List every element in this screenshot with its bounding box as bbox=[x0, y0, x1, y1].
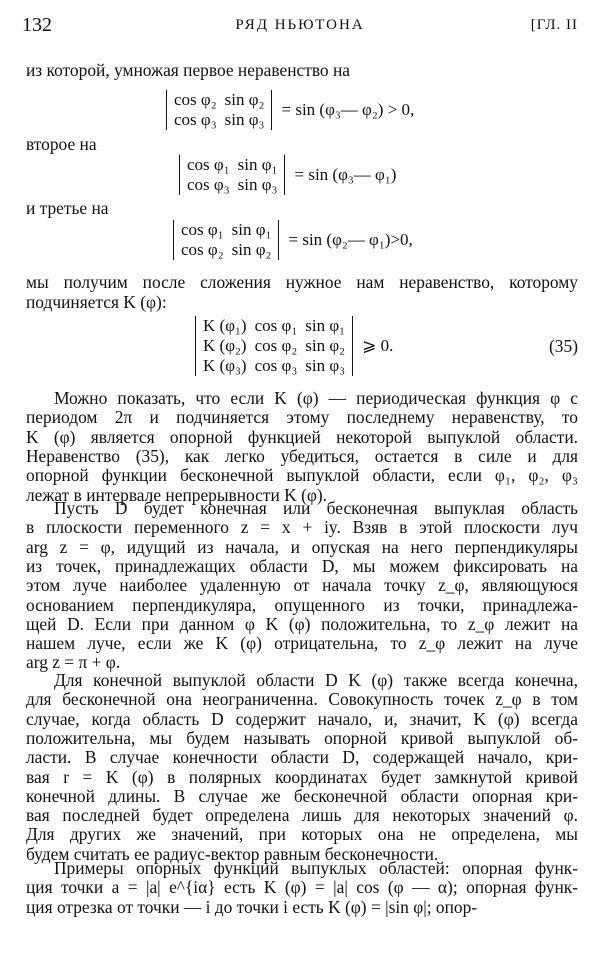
paragraph-2-line: arg z = φ, идущий из начала, и опуская на него перпендикуляры bbox=[26, 536, 578, 557]
det2-rhs: = sin (φ₃— φ₁) bbox=[294, 165, 397, 184]
det3-cell: sin φ₁ bbox=[231, 220, 272, 239]
paragraph-4-line: ция отрезка от точки — i до точки i есть K (φ) = |sin φ|; опор- bbox=[26, 896, 478, 917]
running-title: РЯД НЬЮТОНА bbox=[235, 17, 365, 33]
det4-cell: sin φ₃ bbox=[305, 356, 346, 375]
intro-line: из которой, умножая первое неравенство на bbox=[26, 60, 350, 80]
paragraph-2-line: нашем луче, если же K (φ) отрицательна, то z_φ лежит на луче bbox=[26, 633, 578, 654]
det4-rhs: ⩾ 0. bbox=[362, 336, 394, 355]
paragraph-1-line: Можно показать, что если K (φ) — периодическая функция φ с bbox=[54, 388, 578, 408]
det3-cell: cos φ₂ bbox=[181, 240, 224, 259]
det4-cell: cos φ₃ bbox=[254, 356, 298, 375]
text-line: подчиняется K (φ): bbox=[26, 292, 167, 312]
det1-cell: sin φ₃ bbox=[224, 110, 265, 129]
paragraph-3-line: будем считать ее радиус-вектор равным бесконечности. bbox=[26, 843, 439, 864]
paragraph-3-line: Для других же значений, при которых она не определена, мы bbox=[26, 824, 578, 845]
page-header bbox=[22, 14, 578, 40]
det4-cell: K (φ₃) bbox=[203, 356, 247, 375]
det1-cell: cos φ₂ bbox=[174, 90, 217, 109]
det4-cell: cos φ₁ bbox=[254, 316, 298, 335]
text-line: мы получим после сложения нужное нам неравенство, которому bbox=[26, 272, 578, 292]
word-third: и третье на bbox=[26, 198, 109, 218]
det2-cell: sin φ₁ bbox=[237, 155, 278, 174]
det4-cell: sin φ₂ bbox=[305, 336, 346, 355]
paragraph-3-line: Для конечной выпуклой области D K (φ) также всегда конечна, bbox=[54, 670, 578, 690]
det3-cell: cos φ₁ bbox=[181, 220, 224, 239]
paragraph-1-line: опорной функции бесконечной выпуклой области, если φ₁, φ₂, φ₃ bbox=[26, 465, 578, 486]
paragraph-1-line: K (φ) является опорной функцией некоторой выпуклой области. bbox=[26, 426, 578, 447]
paragraph-3-line: положительна, мы будем называть опорной кривой выпуклой об- bbox=[26, 727, 578, 748]
paragraph-2-line: этом луче наиболее удаленную от начала точку z_φ, являющуюся bbox=[26, 575, 578, 596]
paragraph-4-line: Примеры опорных функций выпуклых областей: опорная функ- bbox=[54, 858, 578, 878]
word-second: второе на bbox=[26, 134, 97, 154]
determinant-35 bbox=[192, 316, 393, 376]
equation-number: (35) bbox=[549, 336, 578, 356]
det4-cell: K (φ₁) bbox=[203, 316, 247, 335]
paragraph-2-line: arg z = π + φ. bbox=[26, 652, 121, 673]
det2-cell: sin φ₃ bbox=[237, 175, 278, 194]
paragraph-3-line: ласти. В случае конечности области D, содержащей начало, кри- bbox=[26, 747, 578, 768]
paragraph-3-line: для бесконечной она неограниченна. Совокупность точек z_φ в том bbox=[26, 689, 578, 710]
det3-rhs: = sin (φ₂— φ₁)>0, bbox=[288, 230, 413, 249]
det4-cell: cos φ₂ bbox=[254, 336, 298, 355]
paragraph-2-line: щей D. Если при данном φ K (φ) положительна, то z_φ лежит на bbox=[26, 613, 578, 634]
paragraph-4-line: ция точки a = |a| e^{iα} есть K (φ) = |a| cos (φ — α); опорная функ- bbox=[26, 877, 578, 898]
paragraph-1-line: лежат в интервале непрерывности K (φ). bbox=[26, 484, 328, 505]
det4-cell: sin φ₁ bbox=[305, 316, 346, 335]
paragraph-2-line: из точек, принадлежащих области D, мы можем фиксировать на bbox=[26, 555, 578, 576]
paragraph-1-line: периодом 2π и подчиняется этому последнему неравенству, то bbox=[26, 407, 578, 428]
det4-cell: K (φ₂) bbox=[203, 336, 247, 355]
paragraph-2-line: Пусть D будет конечная или бесконечная выпуклая область bbox=[54, 498, 578, 518]
determinant-2 bbox=[176, 155, 396, 195]
paragraph-1-line: Неравенство (35), как легко убедиться, остается в силе и для bbox=[26, 445, 578, 466]
paragraph-2-line: основанием перпендикуляра, опущенного из точки, принадлежа- bbox=[26, 594, 578, 615]
paragraph-3-line: вая последней будет определена лишь для некоторых значений φ. bbox=[26, 805, 578, 826]
paragraph-2-line: в плоскости переменного z = x + iy. Взяв в этой плоскости луч bbox=[26, 517, 578, 538]
det1-rhs: = sin (φ₃— φ₂) > 0, bbox=[281, 100, 415, 119]
paragraph-3-line: конечной длины. В случае же бесконечной области опорная кри- bbox=[26, 785, 578, 806]
det1-cell: sin φ₂ bbox=[224, 90, 265, 109]
determinant-3 bbox=[170, 220, 413, 260]
chapter-label: [ГЛ. II bbox=[530, 17, 578, 33]
det2-cell: cos φ₁ bbox=[187, 155, 230, 174]
paragraph-3-line: вая r = K (φ) в полярных координатах будет замкнутой кривой bbox=[26, 766, 578, 787]
det1-cell: cos φ₃ bbox=[174, 110, 217, 129]
determinant-1 bbox=[163, 90, 414, 130]
page-number: 132 bbox=[22, 14, 52, 36]
det2-cell: cos φ₃ bbox=[187, 175, 230, 194]
paragraph-3-line: случае, когда область D содержит начало, и, значит, K (φ) всегда bbox=[26, 708, 578, 729]
det3-cell: sin φ₂ bbox=[231, 240, 272, 259]
